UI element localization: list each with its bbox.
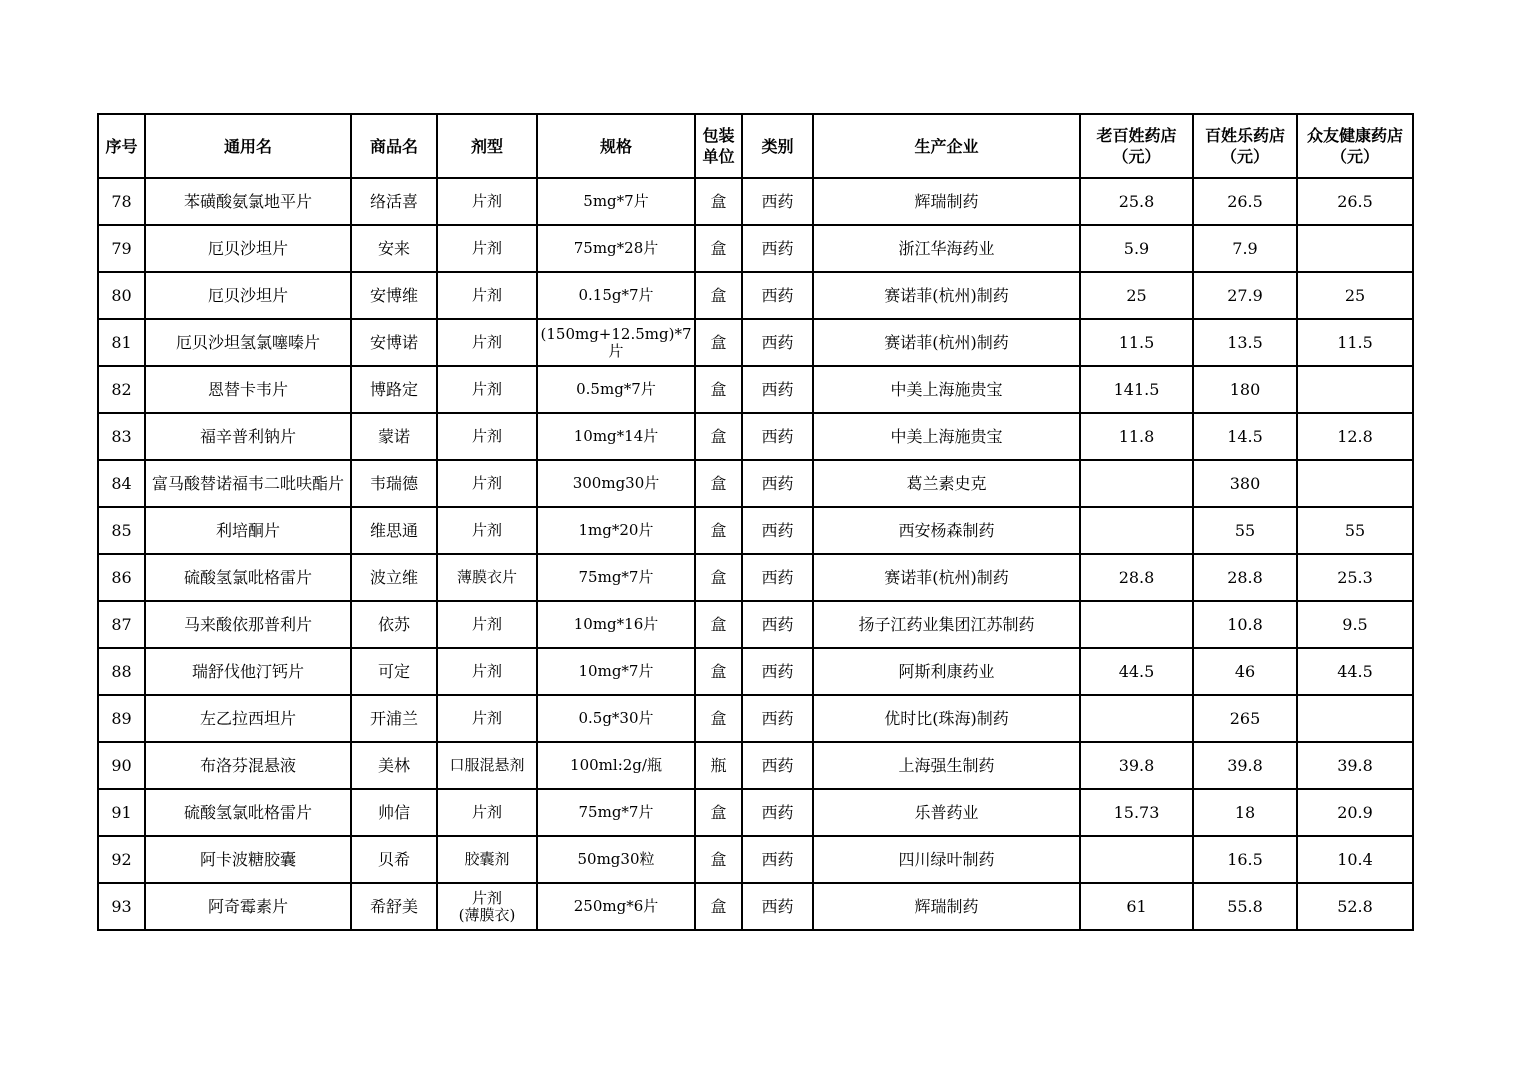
cell-price-zhongyou: [1297, 225, 1413, 272]
cell-manufacturer: 四川绿叶制药: [813, 836, 1080, 883]
cell-specification: (150mg+12.5mg)*7片: [537, 319, 695, 366]
cell-generic-name: 左乙拉西坦片: [145, 695, 351, 742]
table-row: [98, 507, 1413, 554]
cell-specification: 50mg30粒: [537, 836, 695, 883]
cell-specification: 250mg*6片: [537, 883, 695, 930]
cell-price-baixingle: 7.9: [1193, 225, 1297, 272]
cell-package-unit: 盒: [695, 460, 742, 507]
cell-manufacturer: 西安杨森制药: [813, 507, 1080, 554]
cell-dosage-form: 片剂: [437, 695, 537, 742]
cell-package-unit: 盒: [695, 178, 742, 225]
cell-dosage-form: 片剂: [437, 319, 537, 366]
cell-category: 西药: [742, 742, 813, 789]
cell-specification: 75mg*28片: [537, 225, 695, 272]
cell-price-zhongyou: 20.9: [1297, 789, 1413, 836]
cell-price-baixingle: 55.8: [1193, 883, 1297, 930]
table-row: [98, 883, 1413, 930]
table-row: [98, 413, 1413, 460]
cell-price-baixingle: 46: [1193, 648, 1297, 695]
cell-brand-name: 安博诺: [351, 319, 437, 366]
cell-price-baixingle: 28.8: [1193, 554, 1297, 601]
cell-price-baixingle: 55: [1193, 507, 1297, 554]
header-price-zhongyou: 众友健康药店 （元）: [1297, 114, 1413, 178]
cell-package-unit: 盒: [695, 695, 742, 742]
cell-manufacturer: 赛诺菲(杭州)制药: [813, 319, 1080, 366]
cell-index: 82: [98, 366, 145, 413]
cell-index: 87: [98, 601, 145, 648]
cell-generic-name: 厄贝沙坦片: [145, 225, 351, 272]
cell-price-baixingle: 10.8: [1193, 601, 1297, 648]
cell-category: 西药: [742, 648, 813, 695]
cell-package-unit: 盒: [695, 836, 742, 883]
cell-price-laobaixing: [1080, 507, 1193, 554]
cell-category: 西药: [742, 272, 813, 319]
cell-manufacturer: 上海强生制药: [813, 742, 1080, 789]
cell-package-unit: 盒: [695, 789, 742, 836]
cell-dosage-form: 片剂: [437, 507, 537, 554]
cell-dosage-form: 片剂: [437, 413, 537, 460]
cell-dosage-form: 片剂: [437, 648, 537, 695]
header-index: 序号: [98, 114, 145, 178]
cell-price-laobaixing: [1080, 695, 1193, 742]
cell-price-baixingle: 180: [1193, 366, 1297, 413]
cell-index: 83: [98, 413, 145, 460]
cell-category: 西药: [742, 319, 813, 366]
cell-dosage-form: 片剂: [437, 460, 537, 507]
cell-price-zhongyou: 52.8: [1297, 883, 1413, 930]
cell-price-laobaixing: 11.5: [1080, 319, 1193, 366]
header-dosage-form: 剂型: [437, 114, 537, 178]
cell-specification: 1mg*20片: [537, 507, 695, 554]
cell-price-zhongyou: 39.8: [1297, 742, 1413, 789]
table-row: [98, 319, 1413, 366]
cell-price-baixingle: 27.9: [1193, 272, 1297, 319]
cell-price-laobaixing: 39.8: [1080, 742, 1193, 789]
cell-price-baixingle: 13.5: [1193, 319, 1297, 366]
cell-specification: 10mg*7片: [537, 648, 695, 695]
header-row: [98, 114, 1413, 178]
cell-brand-name: 蒙诺: [351, 413, 437, 460]
header-package-unit: 包装 单位: [695, 114, 742, 178]
cell-price-baixingle: 26.5: [1193, 178, 1297, 225]
cell-generic-name: 富马酸替诺福韦二吡呋酯片: [145, 460, 351, 507]
cell-specification: 0.15g*7片: [537, 272, 695, 319]
cell-price-laobaixing: 15.73: [1080, 789, 1193, 836]
cell-specification: 5mg*7片: [537, 178, 695, 225]
cell-dosage-form: 口服混悬剂: [437, 742, 537, 789]
cell-index: 92: [98, 836, 145, 883]
cell-dosage-form: 片剂: [437, 178, 537, 225]
cell-category: 西药: [742, 507, 813, 554]
cell-dosage-form: 胶囊剂: [437, 836, 537, 883]
cell-price-laobaixing: [1080, 601, 1193, 648]
cell-package-unit: 盒: [695, 319, 742, 366]
cell-manufacturer: 辉瑞制药: [813, 178, 1080, 225]
cell-specification: 75mg*7片: [537, 554, 695, 601]
cell-price-zhongyou: 10.4: [1297, 836, 1413, 883]
table-row: [98, 742, 1413, 789]
cell-generic-name: 硫酸氢氯吡格雷片: [145, 789, 351, 836]
table-row: [98, 225, 1413, 272]
cell-generic-name: 厄贝沙坦片: [145, 272, 351, 319]
cell-package-unit: 盒: [695, 272, 742, 319]
cell-manufacturer: 赛诺菲(杭州)制药: [813, 554, 1080, 601]
cell-generic-name: 阿卡波糖胶囊: [145, 836, 351, 883]
cell-category: 西药: [742, 413, 813, 460]
cell-index: 85: [98, 507, 145, 554]
cell-manufacturer: 中美上海施贵宝: [813, 413, 1080, 460]
cell-price-laobaixing: 25.8: [1080, 178, 1193, 225]
cell-index: 89: [98, 695, 145, 742]
cell-manufacturer: 葛兰素史克: [813, 460, 1080, 507]
table-row: [98, 601, 1413, 648]
cell-specification: 0.5mg*7片: [537, 366, 695, 413]
cell-category: 西药: [742, 554, 813, 601]
cell-price-zhongyou: 11.5: [1297, 319, 1413, 366]
cell-package-unit: 盒: [695, 366, 742, 413]
table-row: [98, 554, 1413, 601]
cell-price-baixingle: 14.5: [1193, 413, 1297, 460]
cell-dosage-form: 片剂: [437, 225, 537, 272]
cell-brand-name: 贝希: [351, 836, 437, 883]
cell-generic-name: 福辛普利钠片: [145, 413, 351, 460]
cell-manufacturer: 优时比(珠海)制药: [813, 695, 1080, 742]
cell-brand-name: 可定: [351, 648, 437, 695]
cell-price-laobaixing: 44.5: [1080, 648, 1193, 695]
header-specification: 规格: [537, 114, 695, 178]
cell-brand-name: 美林: [351, 742, 437, 789]
cell-price-zhongyou: [1297, 460, 1413, 507]
cell-generic-name: 苯磺酸氨氯地平片: [145, 178, 351, 225]
cell-manufacturer: 浙江华海药业: [813, 225, 1080, 272]
cell-category: 西药: [742, 695, 813, 742]
cell-price-baixingle: 16.5: [1193, 836, 1297, 883]
cell-price-zhongyou: 26.5: [1297, 178, 1413, 225]
cell-manufacturer: 扬子江药业集团江苏制药: [813, 601, 1080, 648]
cell-price-laobaixing: [1080, 836, 1193, 883]
table-row: [98, 272, 1413, 319]
cell-index: 78: [98, 178, 145, 225]
cell-brand-name: 博路定: [351, 366, 437, 413]
cell-manufacturer: 辉瑞制药: [813, 883, 1080, 930]
cell-package-unit: 盒: [695, 601, 742, 648]
cell-index: 86: [98, 554, 145, 601]
cell-index: 81: [98, 319, 145, 366]
cell-brand-name: 韦瑞德: [351, 460, 437, 507]
cell-price-zhongyou: 44.5: [1297, 648, 1413, 695]
cell-price-laobaixing: [1080, 460, 1193, 507]
cell-category: 西药: [742, 789, 813, 836]
cell-category: 西药: [742, 836, 813, 883]
cell-price-zhongyou: 12.8: [1297, 413, 1413, 460]
cell-generic-name: 阿奇霉素片: [145, 883, 351, 930]
drug-price-table: [97, 113, 1414, 931]
table-body: [98, 178, 1413, 930]
header-price-baixingle: 百姓乐药店 （元）: [1193, 114, 1297, 178]
cell-specification: 10mg*16片: [537, 601, 695, 648]
cell-package-unit: 盒: [695, 883, 742, 930]
cell-package-unit: 盒: [695, 554, 742, 601]
cell-price-laobaixing: 5.9: [1080, 225, 1193, 272]
cell-brand-name: 安来: [351, 225, 437, 272]
cell-index: 84: [98, 460, 145, 507]
cell-specification: 300mg30片: [537, 460, 695, 507]
cell-price-zhongyou: [1297, 695, 1413, 742]
cell-index: 79: [98, 225, 145, 272]
cell-brand-name: 依苏: [351, 601, 437, 648]
cell-price-zhongyou: 9.5: [1297, 601, 1413, 648]
cell-index: 88: [98, 648, 145, 695]
cell-price-laobaixing: 11.8: [1080, 413, 1193, 460]
cell-specification: 100ml:2g/瓶: [537, 742, 695, 789]
header-category: 类别: [742, 114, 813, 178]
cell-package-unit: 盒: [695, 225, 742, 272]
cell-category: 西药: [742, 366, 813, 413]
cell-dosage-form: 片剂: [437, 366, 537, 413]
table-row: [98, 178, 1413, 225]
table-row: [98, 460, 1413, 507]
cell-brand-name: 波立维: [351, 554, 437, 601]
cell-price-laobaixing: 141.5: [1080, 366, 1193, 413]
cell-generic-name: 马来酸依那普利片: [145, 601, 351, 648]
cell-brand-name: 维思通: [351, 507, 437, 554]
cell-brand-name: 络活喜: [351, 178, 437, 225]
cell-package-unit: 盒: [695, 507, 742, 554]
table-row: [98, 695, 1413, 742]
cell-price-laobaixing: 61: [1080, 883, 1193, 930]
cell-category: 西药: [742, 883, 813, 930]
cell-package-unit: 盒: [695, 413, 742, 460]
cell-manufacturer: 中美上海施贵宝: [813, 366, 1080, 413]
cell-index: 93: [98, 883, 145, 930]
table-row: [98, 836, 1413, 883]
cell-package-unit: 盒: [695, 648, 742, 695]
header-brand-name: 商品名: [351, 114, 437, 178]
header-generic-name: 通用名: [145, 114, 351, 178]
cell-specification: 0.5g*30片: [537, 695, 695, 742]
cell-manufacturer: 乐普药业: [813, 789, 1080, 836]
cell-price-baixingle: 39.8: [1193, 742, 1297, 789]
cell-brand-name: 开浦兰: [351, 695, 437, 742]
cell-package-unit: 瓶: [695, 742, 742, 789]
cell-price-zhongyou: 55: [1297, 507, 1413, 554]
cell-generic-name: 硫酸氢氯吡格雷片: [145, 554, 351, 601]
cell-generic-name: 布洛芬混悬液: [145, 742, 351, 789]
cell-index: 90: [98, 742, 145, 789]
cell-dosage-form: 片剂: [437, 789, 537, 836]
cell-brand-name: 帅信: [351, 789, 437, 836]
cell-price-baixingle: 265: [1193, 695, 1297, 742]
cell-dosage-form: 薄膜衣片: [437, 554, 537, 601]
cell-dosage-form: 片剂: [437, 601, 537, 648]
table-header: [98, 114, 1413, 178]
cell-price-zhongyou: 25.3: [1297, 554, 1413, 601]
table-row: [98, 789, 1413, 836]
cell-dosage-form: 片剂 (薄膜衣): [437, 883, 537, 930]
cell-generic-name: 瑞舒伐他汀钙片: [145, 648, 351, 695]
cell-index: 80: [98, 272, 145, 319]
cell-category: 西药: [742, 178, 813, 225]
cell-specification: 10mg*14片: [537, 413, 695, 460]
cell-generic-name: 利培酮片: [145, 507, 351, 554]
cell-generic-name: 恩替卡韦片: [145, 366, 351, 413]
table-row: [98, 366, 1413, 413]
cell-dosage-form: 片剂: [437, 272, 537, 319]
cell-category: 西药: [742, 601, 813, 648]
table-row: [98, 648, 1413, 695]
cell-generic-name: 厄贝沙坦氢氯噻嗪片: [145, 319, 351, 366]
cell-price-laobaixing: 28.8: [1080, 554, 1193, 601]
cell-price-laobaixing: 25: [1080, 272, 1193, 319]
header-manufacturer: 生产企业: [813, 114, 1080, 178]
cell-manufacturer: 赛诺菲(杭州)制药: [813, 272, 1080, 319]
cell-price-baixingle: 380: [1193, 460, 1297, 507]
cell-price-zhongyou: 25: [1297, 272, 1413, 319]
header-price-laobaixing: 老百姓药店 （元）: [1080, 114, 1193, 178]
cell-specification: 75mg*7片: [537, 789, 695, 836]
cell-category: 西药: [742, 225, 813, 272]
cell-price-baixingle: 18: [1193, 789, 1297, 836]
cell-price-zhongyou: [1297, 366, 1413, 413]
cell-brand-name: 希舒美: [351, 883, 437, 930]
cell-category: 西药: [742, 460, 813, 507]
cell-brand-name: 安博维: [351, 272, 437, 319]
cell-index: 91: [98, 789, 145, 836]
cell-manufacturer: 阿斯利康药业: [813, 648, 1080, 695]
